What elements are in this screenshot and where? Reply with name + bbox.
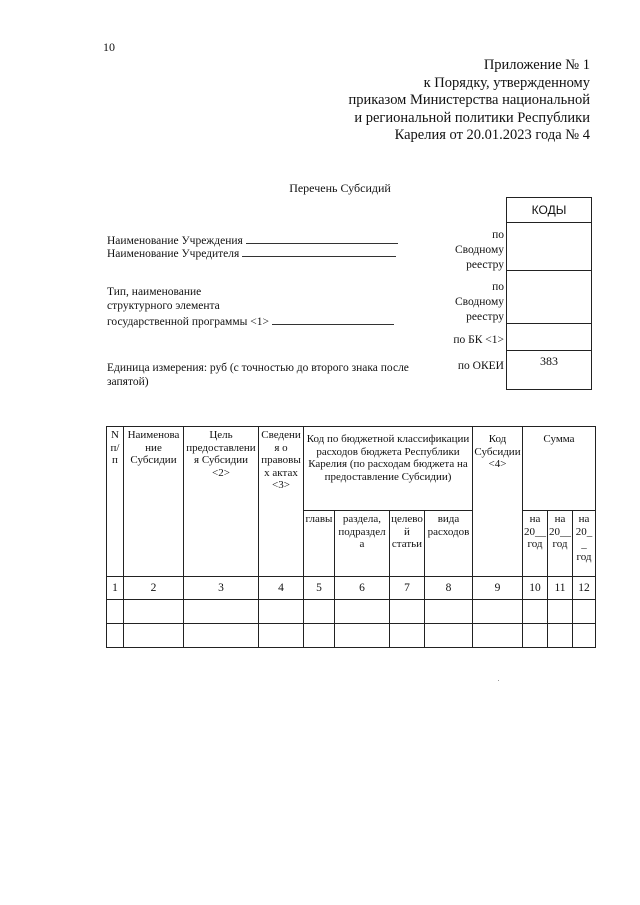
table-cell[interactable] — [304, 624, 335, 648]
column-number: 10 — [523, 577, 548, 600]
column-number: 12 — [573, 577, 596, 600]
codes-bk-cell[interactable] — [507, 324, 591, 351]
table-cell[interactable] — [335, 624, 390, 648]
founder-label: Наименование Учредителя — [107, 248, 240, 260]
column-number: 3 — [184, 577, 259, 600]
col-header-sum: Сумма — [523, 427, 596, 511]
column-number: 2 — [124, 577, 184, 600]
column-number: 5 — [304, 577, 335, 600]
table-cell[interactable] — [259, 600, 304, 624]
table-cell[interactable] — [390, 600, 425, 624]
table-cell[interactable] — [107, 624, 124, 648]
unit-field: Единица измерения: руб (с точностью до второго знака после запятой) — [107, 362, 409, 388]
appendix-line: Приложение № 1 — [483, 57, 590, 73]
label-line: реестру — [466, 311, 504, 323]
subsidy-table — [106, 426, 596, 648]
program-type-field — [107, 285, 394, 329]
codes-okei-cell[interactable]: 383 — [540, 354, 558, 368]
table-cell[interactable] — [548, 624, 573, 648]
col-header-n: N п/п — [107, 427, 124, 577]
column-number: 9 — [473, 577, 523, 600]
appendix-line: и региональной политики Республики — [354, 109, 590, 126]
table-cell[interactable] — [124, 600, 184, 624]
col-header-legal-acts: Сведения о правовых актах <3> — [259, 427, 304, 577]
founder-field — [107, 245, 396, 262]
label-line: по — [492, 281, 504, 293]
program-type-label: Тип, наименование — [107, 286, 202, 298]
table-cell[interactable] — [390, 624, 425, 648]
subheader-year-3: на 20__ год — [573, 511, 596, 577]
appendix-line: Карелия от 20.01.2023 года № 4 — [394, 127, 590, 143]
table-cell[interactable] — [473, 600, 523, 624]
table-cell[interactable] — [184, 600, 259, 624]
col-header-goal: Цель предоставления Субсидии <2> — [184, 427, 259, 577]
column-number: 6 — [335, 577, 390, 600]
table-cell[interactable] — [124, 624, 184, 648]
institution-input-line[interactable] — [246, 232, 398, 244]
appendix-line: к Порядку, утвержденному — [423, 74, 590, 91]
subheader-year-1: на 20__ год — [523, 511, 548, 577]
program-type-input-line[interactable] — [272, 313, 394, 325]
label-line: Сводному — [454, 244, 504, 256]
subheader-year-2: на 20__ год — [548, 511, 573, 577]
appendix-line: приказом Министерства национальной — [348, 92, 590, 108]
table-cell[interactable] — [425, 600, 473, 624]
label-line: по — [492, 229, 504, 241]
subheader-vid: вида расходов — [425, 511, 473, 577]
column-number: 1 — [107, 577, 124, 600]
list-title: Перечень Субсидий — [289, 181, 391, 195]
column-number: 4 — [259, 577, 304, 600]
okei-label: по ОКЕИ — [457, 360, 504, 372]
table-cell[interactable] — [335, 600, 390, 624]
table-cell[interactable] — [573, 600, 596, 624]
page-number: 10 — [103, 40, 115, 54]
table-row — [107, 600, 596, 624]
table-cell[interactable] — [573, 624, 596, 648]
table-row — [107, 624, 596, 648]
column-number: 11 — [548, 577, 573, 600]
label-line: Сводному — [454, 296, 504, 308]
col-header-name: Наименование Субсидии — [124, 427, 184, 577]
codes-box — [506, 197, 592, 390]
bk-label: по БК <1> — [453, 334, 504, 346]
subheader-target: целевой статьи — [390, 511, 425, 577]
svod-registry-label-1 — [455, 228, 504, 273]
table-cell[interactable] — [548, 600, 573, 624]
founder-input-line[interactable] — [242, 245, 396, 257]
col-header-kbk: Код по бюджетной классификации расходов бюджета Республики Карелия (по расходам бюджета на предоставление Субсидии) — [304, 427, 473, 511]
table-cell[interactable] — [259, 624, 304, 648]
column-number: 7 — [390, 577, 425, 600]
table-cell[interactable] — [107, 600, 124, 624]
codes-svod-registry-1-cell[interactable] — [507, 223, 591, 271]
col-header-code: Код Субсидии <4> — [473, 427, 523, 577]
scan-speck — [498, 680, 499, 681]
institution-label: Наименование Учреждения — [107, 235, 243, 247]
table-cell[interactable] — [473, 624, 523, 648]
appendix-header — [349, 57, 590, 145]
codes-svod-registry-2-cell[interactable] — [507, 271, 591, 324]
subheader-glavy: главы — [304, 511, 335, 577]
program-type-label: структурного элемента — [107, 300, 220, 312]
codes-header: КОДЫ — [507, 198, 591, 223]
table-cell[interactable] — [184, 624, 259, 648]
column-number: 8 — [425, 577, 473, 600]
svod-registry-label-2 — [455, 280, 504, 325]
table-cell[interactable] — [523, 624, 548, 648]
program-type-label: государственной программы <1> — [107, 316, 269, 328]
table-cell[interactable] — [523, 600, 548, 624]
table-cell[interactable] — [304, 600, 335, 624]
subheader-razdel: раздела, подраздела — [335, 511, 390, 577]
label-line: реестру — [466, 259, 504, 271]
table-cell[interactable] — [425, 624, 473, 648]
